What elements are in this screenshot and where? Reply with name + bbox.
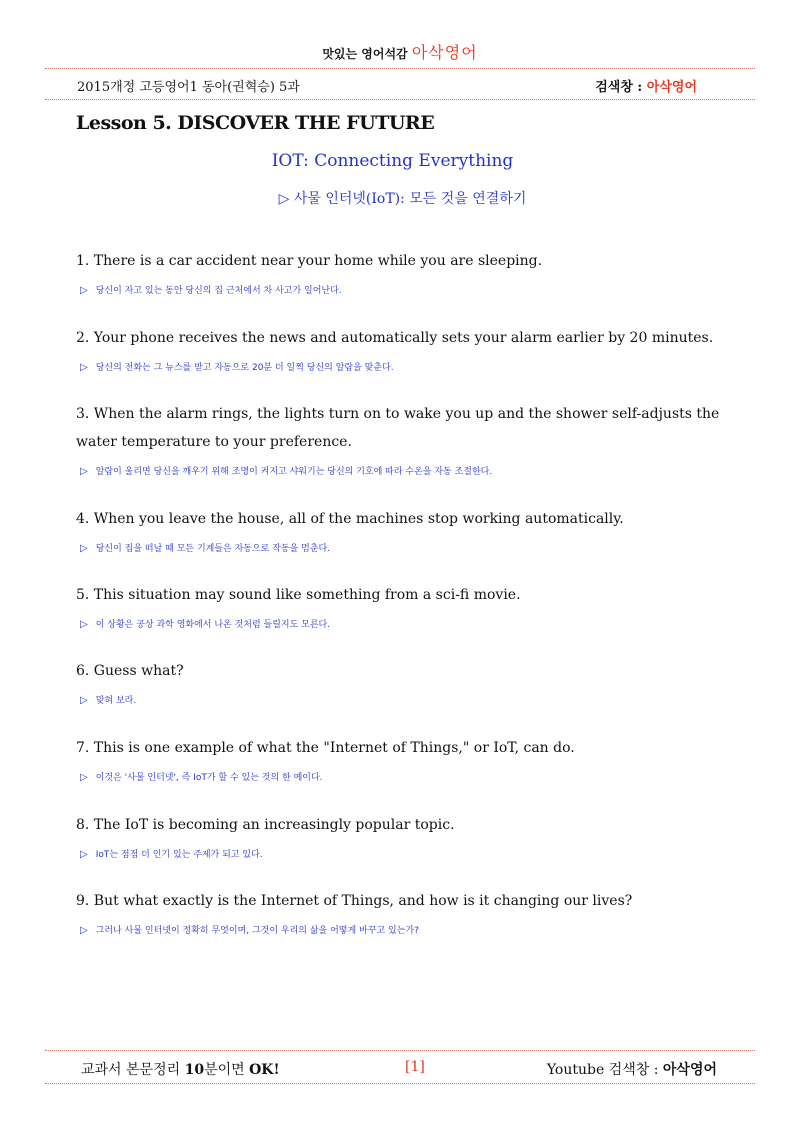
sentence-english: 7. This is one example of what the "Internet of Things," or IoT, can do. xyxy=(76,740,575,756)
arrow-icon: ▷ xyxy=(80,619,88,630)
page-header xyxy=(45,68,755,100)
arrow-icon: ▷ xyxy=(80,466,88,477)
sentence-3 xyxy=(76,400,736,477)
sentence-korean xyxy=(76,847,736,860)
arrow-icon: ▷ xyxy=(80,362,88,373)
header-search xyxy=(595,76,697,95)
sentence-english: 4. When you leave the house, all of the machines stop working automatically. xyxy=(76,511,624,527)
sentence-1 xyxy=(76,247,736,296)
arrow-icon: ▷ xyxy=(80,849,88,860)
sentence-english: 3. When the alarm rings, the lights turn on to wake you up and the shower self-adjusts the water temperature to your preference. xyxy=(76,406,720,450)
sentence-korean-text: 당신이 자고 있는 동안 당신의 집 근처에서 차 사고가 일어난다. xyxy=(95,286,342,296)
footer-youtube-prefix: Youtube 검색창 : xyxy=(546,1062,663,1078)
sentence-6 xyxy=(76,657,736,706)
sentence-korean xyxy=(76,617,736,630)
page-number: [1] xyxy=(405,1059,425,1075)
arrow-icon: ▷ xyxy=(80,695,88,706)
footer-youtube-name: 아삭영어 xyxy=(662,1062,717,1078)
sentence-korean-text: 그러나 사물 인터넷이 정확히 무엇이며, 그것이 우리의 삶을 어떻게 바꾸고 있는가? xyxy=(95,926,419,936)
sentence-english: 2. Your phone receives the news and automatically sets your alarm earlier by 20 minutes. xyxy=(76,330,714,346)
header-search-name: 아삭영어 xyxy=(646,80,697,95)
header-search-label: 검색창 : xyxy=(595,80,643,95)
sentence-korean xyxy=(76,283,736,296)
sentence-english: 9. But what exactly is the Internet of Things, and how is it changing our lives? xyxy=(76,893,633,909)
footer-slogan-number: 10 xyxy=(184,1062,205,1078)
sentence-korean xyxy=(76,693,736,706)
sentence-korean-text: 알람이 울리면 당신을 깨우기 위해 조명이 켜지고 샤워기는 당신의 기호에 따라 수온을 자동 조절한다. xyxy=(95,467,493,477)
sentence-english: 5. This situation may sound like something from a sci-fi movie. xyxy=(76,587,521,603)
arrow-icon: ▷ xyxy=(80,285,88,296)
arrow-icon: ▷ xyxy=(80,772,88,783)
brand-prefix: 맛있는 영어석감 xyxy=(322,47,408,61)
sentence-english: 6. Guess what? xyxy=(76,663,184,679)
subtitle-english: IOT: Connecting Everything xyxy=(271,151,514,171)
sentence-8 xyxy=(76,811,736,860)
lesson-title: Lesson 5. DISCOVER THE FUTURE xyxy=(76,112,435,134)
sentence-korean-text: 당신의 전화는 그 뉴스를 받고 자동으로 20분 더 일찍 당신의 알람을 맞춘다. xyxy=(95,363,394,373)
brand-name: 아삭영어 xyxy=(411,43,478,62)
sentence-5 xyxy=(76,581,736,630)
arrow-icon: ▷ xyxy=(80,543,88,554)
sentence-english: 8. The IoT is becoming an increasingly popular topic. xyxy=(76,817,455,833)
sentence-korean xyxy=(76,541,736,554)
sentence-korean-text: 이것은 '사물 인터넷', 즉 IoT가 할 수 있는 것의 한 예이다. xyxy=(95,773,323,783)
sentence-korean-text: IoT는 점점 더 인기 있는 주제가 되고 있다. xyxy=(95,850,263,860)
sentence-korean xyxy=(76,770,736,783)
footer-slogan-ok: OK! xyxy=(249,1062,280,1078)
footer-youtube xyxy=(547,1059,717,1079)
sentence-2 xyxy=(76,324,736,373)
page-footer xyxy=(45,1050,755,1084)
header-course: 2015개정 고등영어1 동아(권혁승) 5과 xyxy=(77,80,300,95)
footer-slogan-mid: 분이면 xyxy=(204,1062,250,1078)
sentence-english: 1. There is a car accident near your home while you are sleeping. xyxy=(76,253,543,269)
sentence-4 xyxy=(76,505,736,554)
sentence-9 xyxy=(76,887,736,936)
sentence-korean xyxy=(76,464,736,477)
sentence-korean-text: 맞혀 보라. xyxy=(95,696,137,706)
sentence-7 xyxy=(76,734,736,783)
sentence-korean xyxy=(76,923,736,936)
sentence-korean-text: 이 상황은 공상 과학 영화에서 나온 것처럼 들릴지도 모른다. xyxy=(95,620,331,630)
top-brand xyxy=(0,40,800,63)
footer-slogan-prefix: 교과서 본문정리 xyxy=(81,1062,185,1078)
sentence-korean xyxy=(76,360,736,373)
arrow-icon: ▷ xyxy=(80,925,88,936)
sentence-korean-text: 당신이 집을 떠날 때 모든 기계들은 자동으로 작동을 멈춘다. xyxy=(95,544,331,554)
footer-slogan xyxy=(81,1059,280,1079)
subtitle-korean: ▷ 사물 인터넷(IoT): 모든 것을 연결하기 xyxy=(278,191,527,207)
